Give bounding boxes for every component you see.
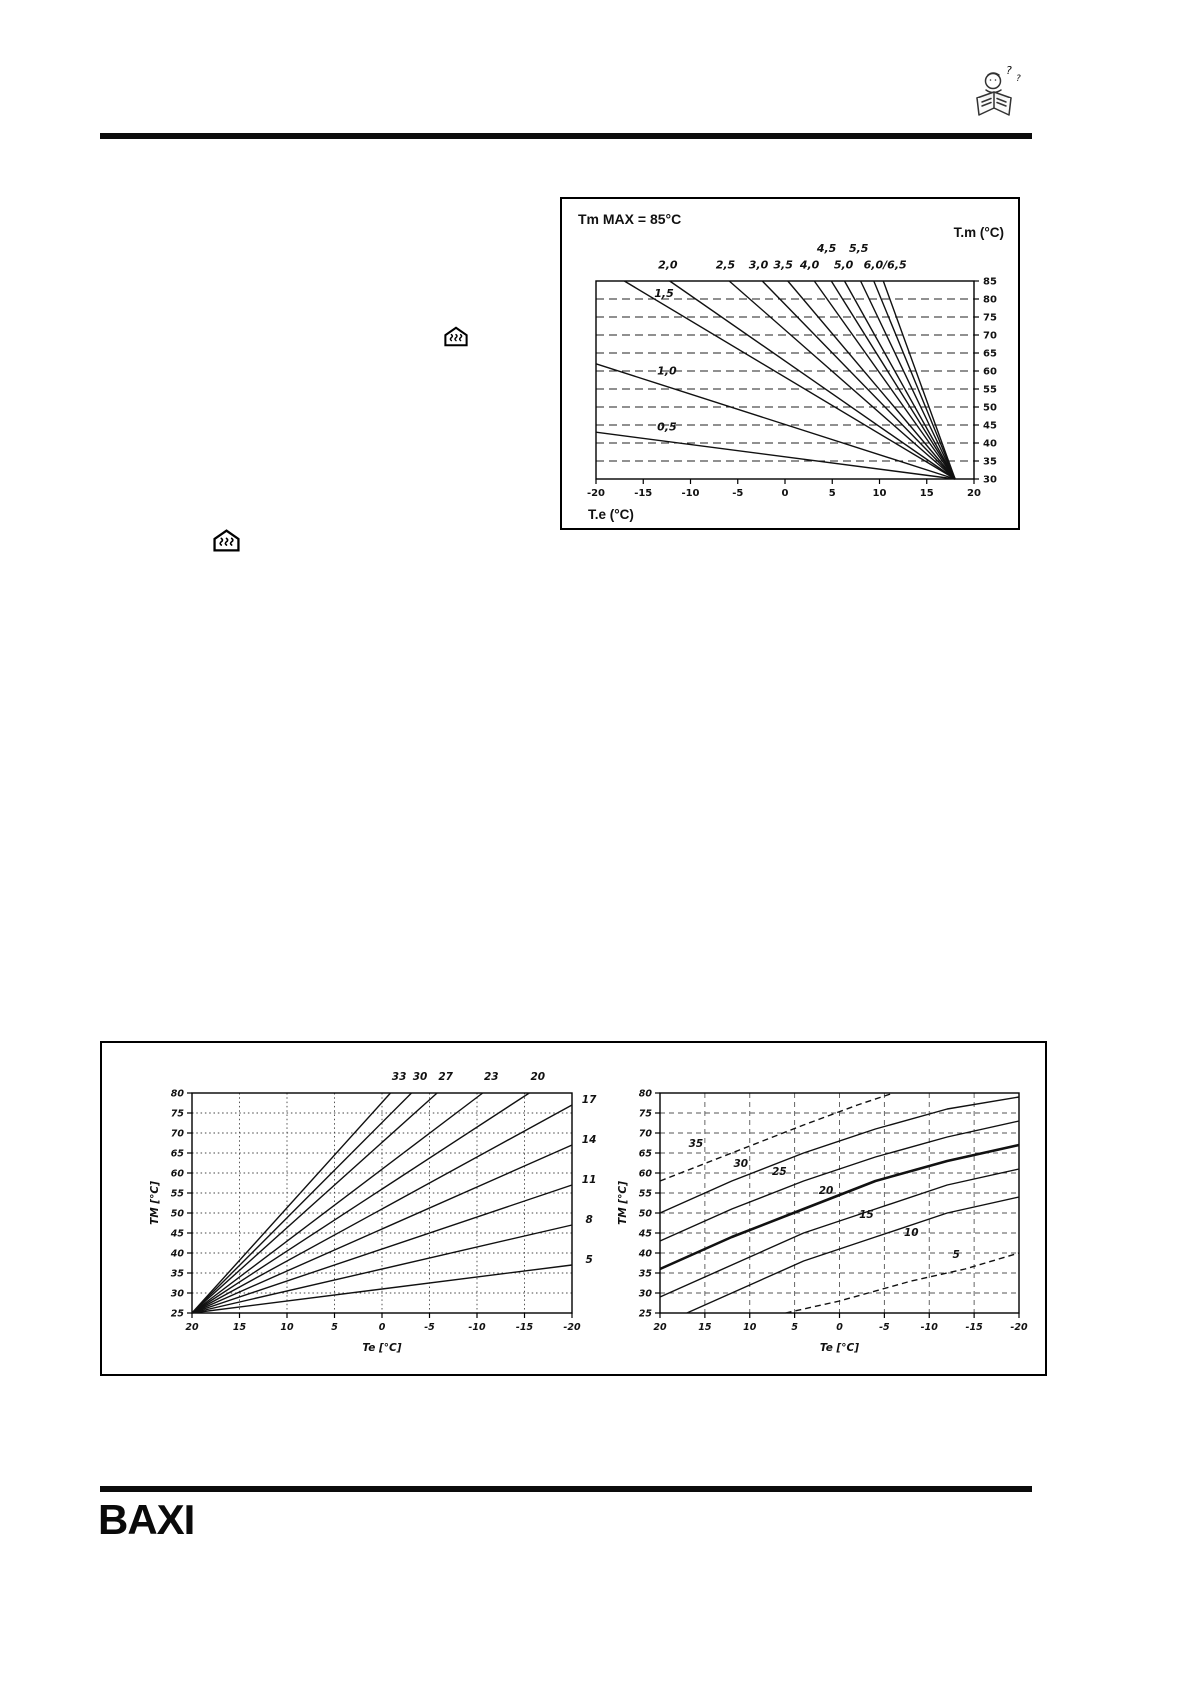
svg-text:30: 30 [170,1288,184,1300]
svg-text:50: 50 [638,1208,652,1220]
svg-text:20: 20 [185,1322,199,1333]
svg-text:4,5: 4,5 [816,243,837,256]
svg-text:?: ? [1006,64,1012,77]
svg-text:Te [°C]: Te [°C] [362,1342,402,1354]
svg-text:-20: -20 [563,1322,581,1333]
svg-text:70: 70 [170,1128,184,1140]
svg-text:17: 17 [581,1094,597,1106]
svg-text:5: 5 [952,1248,960,1261]
svg-text:20: 20 [818,1184,834,1197]
svg-text:23: 23 [483,1071,499,1084]
svg-text:30: 30 [638,1288,652,1300]
svg-text:35: 35 [638,1268,652,1280]
climate-curves-figure-box [100,1041,1047,1376]
svg-text:1,0: 1,0 [657,364,677,378]
svg-text:35: 35 [983,456,997,468]
svg-text:75: 75 [638,1108,652,1120]
baxi-logo: BAXI [98,1496,195,1543]
svg-text:-15: -15 [965,1322,983,1333]
svg-text:?: ? [1016,74,1021,84]
svg-text:45: 45 [638,1228,652,1240]
reading-figure-clipart [966,62,1032,124]
svg-text:40: 40 [983,438,997,450]
svg-text:50: 50 [170,1208,184,1220]
svg-text:70: 70 [638,1128,652,1140]
reading-figure-icon [966,62,1032,124]
svg-text:30: 30 [983,474,997,486]
svg-text:TM [°C]: TM [°C] [617,1181,629,1225]
svg-text:20: 20 [530,1071,546,1084]
svg-text:70: 70 [983,330,997,342]
svg-text:5,0: 5,0 [833,258,854,272]
svg-text:15: 15 [859,1208,874,1221]
svg-text:27: 27 [438,1071,453,1084]
svg-text:10: 10 [743,1322,757,1333]
svg-text:5: 5 [585,1254,593,1266]
svg-text:2,0: 2,0 [658,258,678,272]
svg-text:-20: -20 [1010,1322,1028,1333]
svg-text:75: 75 [170,1108,184,1120]
svg-text:Te [°C]: Te [°C] [819,1342,860,1354]
climate-curves-plot-left [132,1065,612,1365]
svg-text:65: 65 [170,1148,184,1160]
svg-text:75: 75 [983,312,997,324]
svg-text:15: 15 [232,1322,247,1333]
underfloor-heating-icon [444,326,468,352]
svg-text:55: 55 [638,1188,652,1200]
svg-text:65: 65 [638,1148,652,1160]
svg-text:65: 65 [983,348,997,360]
svg-text:45: 45 [983,420,997,432]
svg-text:14: 14 [581,1134,597,1146]
svg-text:35: 35 [688,1138,704,1150]
svg-text:11: 11 [581,1174,597,1186]
outdoor-temp-axis-title: T.e (°C) [588,507,634,522]
svg-text:TM [°C]: TM [°C] [149,1181,161,1225]
svg-text:30: 30 [412,1071,428,1084]
svg-text:2,5: 2,5 [715,258,736,272]
svg-text:45: 45 [170,1228,184,1240]
svg-text:3,0: 3,0 [748,258,769,272]
svg-text:0: 0 [781,488,789,499]
svg-text:6,0/6,5: 6,0/6,5 [863,258,907,272]
svg-text:5: 5 [791,1322,798,1333]
svg-text:-10: -10 [920,1322,938,1333]
svg-text:1,5: 1,5 [654,287,674,301]
svg-text:60: 60 [638,1168,652,1180]
svg-text:20: 20 [967,488,981,499]
svg-text:40: 40 [638,1248,652,1260]
svg-text:50: 50 [983,402,997,414]
svg-text:40: 40 [170,1248,184,1260]
svg-text:-5: -5 [424,1322,435,1333]
svg-text:5: 5 [828,488,836,499]
svg-text:4,0: 4,0 [799,258,820,272]
svg-text:5,5: 5,5 [848,243,869,256]
svg-text:-15: -15 [634,488,653,499]
svg-text:0: 0 [378,1322,386,1333]
underfloor-heating-icon [213,529,240,557]
svg-text:20: 20 [653,1322,667,1333]
svg-text:55: 55 [983,384,997,396]
heating-curves-chart-box [560,197,1020,530]
bottom-divider-rule [100,1486,1032,1492]
svg-text:10: 10 [903,1226,919,1239]
svg-text:80: 80 [983,294,997,306]
svg-text:25: 25 [772,1166,787,1178]
svg-text:0: 0 [836,1322,843,1333]
svg-text:-5: -5 [732,488,744,499]
svg-text:3,5: 3,5 [773,258,793,272]
svg-text:-15: -15 [515,1322,534,1333]
svg-text:10: 10 [280,1322,294,1333]
svg-text:35: 35 [170,1268,184,1280]
svg-text:60: 60 [170,1168,184,1180]
svg-text:10: 10 [872,488,887,499]
svg-text:60: 60 [983,366,997,378]
climate-curves-plot-right [612,1065,1037,1365]
top-divider-rule [100,133,1032,139]
svg-text:-5: -5 [879,1322,890,1333]
svg-text:80: 80 [170,1088,184,1100]
flow-temp-axis-title: T.m (°C) [953,225,1004,240]
svg-text:25: 25 [638,1308,652,1320]
svg-text:15: 15 [919,488,934,499]
svg-text:15: 15 [698,1322,712,1333]
svg-text:30: 30 [733,1158,749,1170]
svg-text:80: 80 [638,1088,652,1100]
svg-text:-20: -20 [586,488,606,499]
svg-text:55: 55 [170,1188,184,1200]
svg-text:8: 8 [585,1214,593,1226]
svg-text:-10: -10 [468,1322,486,1333]
svg-text:-10: -10 [681,488,700,499]
svg-text:33: 33 [391,1071,407,1084]
chart-title: Tm MAX = 85°C [578,211,682,227]
heating-curves-plot [562,243,1020,507]
svg-text:0,5: 0,5 [657,420,677,434]
svg-text:25: 25 [170,1308,184,1320]
svg-text:85: 85 [983,276,997,288]
svg-text:5: 5 [331,1322,338,1333]
